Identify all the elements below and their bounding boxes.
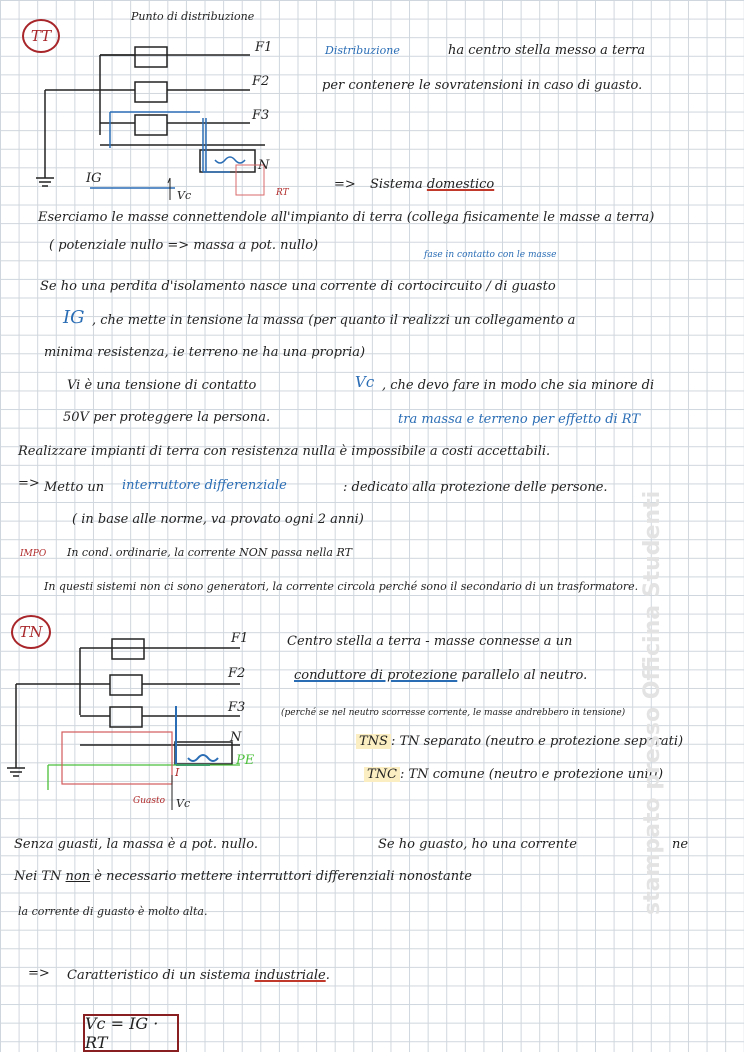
tn-conclusion-end: . [325,968,330,983]
tn-right-1: Centro stella a terra - masse connesse a un [287,634,573,649]
tt-line-3: Se ho una perdita d'isolamento nasce una corrente di cortocircuito / di guasto [40,279,556,294]
tt-line-5: minima resistenza, ie terreno ne ha una propria) [44,345,366,360]
tt-circuit [36,47,265,186]
tt-note-1: ha centro stella messo a terra [448,43,646,58]
tt-line-10: ( in base alle norme, va provato ogni 2 anni) [72,512,364,527]
tn-label-n: N [230,730,242,745]
tn-bottom-3: la corrente di guasto è molto alta. [18,905,208,918]
formula-text: Vc = IG · RT [85,1014,159,1052]
tt-line-9b: interruttore differenziale [122,478,287,493]
tt-label-f1: F1 [255,40,273,55]
tt-label-f3: F3 [252,108,270,123]
tn-label-pe: PE [236,753,255,768]
tt-line-9-arrow: => [18,476,40,491]
tt-label-vc: Vc [177,189,192,202]
tt-line-4: , che mette in tensione la massa (per quanto il realizzi un collegamento a [92,313,576,328]
tn-badge [11,615,51,649]
tn-label-f3: F3 [228,700,246,715]
tn-label-vc: Vc [176,797,191,810]
tt-result-arrow: => [334,177,356,192]
tn-conclusion-pre: Caratteristico di un sistema [67,968,255,983]
tn-bottom-1b: Se ho guasto, ho una corrente [378,837,577,852]
tt-line-4-ig: IG [63,307,85,328]
tt-fase-note: fase in contatto con le masse [424,250,557,260]
tt-line-2: ( potenziale nullo => massa a pot. nullo) [49,238,319,253]
tt-impo: IMPO [20,549,47,559]
tn-right-2a: conduttore di protezione [294,668,458,683]
tn-label-f1: F1 [231,631,249,646]
tt-badge [22,19,60,53]
tn-tns-tag: TNS [356,734,391,749]
tn-conclusion [67,968,330,983]
tt-note-2: per contenere le sovratensioni in caso di guasto. [322,78,643,93]
tt-line-1: Eserciamo le masse connettendole all'impianto di terra (collega fisicamente le masse a terra) [38,210,655,225]
tn-label-guasto: Guasto [133,796,166,806]
tt-line-11: In cond. ordinarie, la corrente NON passa nella RT [67,546,352,559]
tn-label-i: I [175,766,180,779]
tt-line-9c: : dedicato alla protezione delle persone. [343,480,608,495]
tn-label-f2: F2 [228,666,246,681]
tt-label-n: N [258,158,270,173]
tn-bottom-1c: ne [672,837,689,852]
tt-line-7a: 50V per proteggere la persona. [63,410,271,425]
tn-tns-text: : TN separato (neutro e protezione separati) [390,734,684,749]
tn-bottom-1a: Senza guasti, la massa è a pot. nullo. [14,837,258,852]
tt-line-6-vc: Vc [355,373,375,391]
tt-label-ig: IG [86,171,102,186]
tn-badge-label: TN [19,623,43,641]
tn-bottom-2 [14,869,472,884]
tt-label-f2: F2 [252,74,270,89]
watermark: stampato presso Officina Studenti [640,490,665,915]
tt-line-9a: Metto un [44,480,105,495]
formula-box [83,1014,179,1052]
tn-bottom-2a: Nei TN [14,869,66,884]
tn-tnc-tag: TNC [364,767,400,782]
tt-line-7b: tra massa e terreno per effetto di RT [398,412,641,427]
tn-tnc-text: : TN comune (neutro e protezione uniti) [400,767,664,782]
tt-note-head: Distribuzione [325,44,400,57]
tt-label-rt: RT [276,188,289,198]
tt-result [370,177,494,192]
tt-line-6b: , che devo fare in modo che sia minore di [382,378,655,393]
tt-result-pre: Sistema [370,177,427,192]
tn-tns [356,734,683,749]
tn-right-2b: parallelo al neutro. [457,668,588,683]
tn-conclusion-word: industriale [254,968,326,983]
tn-bottom-2-non: non [65,869,91,884]
tn-tnc [364,767,663,782]
tt-badge-label: TT [30,27,52,45]
tn-conclusion-arrow: => [28,966,50,981]
tn-right-3: (perché se nel neutro scorresse corrente, le masse andrebbero in tensione) [281,708,626,718]
tt-line-6a: Vi è una tensione di contatto [67,378,257,393]
tn-right-2 [294,668,587,683]
tt-title: Punto di distribuzione [131,10,255,23]
tn-bottom-2b: è necessario mettere interruttori differenziali nonostante [90,869,472,884]
tt-line-8: Realizzare impianti di terra con resistenza nulla è impossibile a costi accettabili. [18,444,551,459]
tt-line-12: In questi sistemi non ci sono generatori, la corrente circola perché sono il secondario di un trasformatore. [44,580,639,593]
tt-result-word: domestico [426,177,495,192]
